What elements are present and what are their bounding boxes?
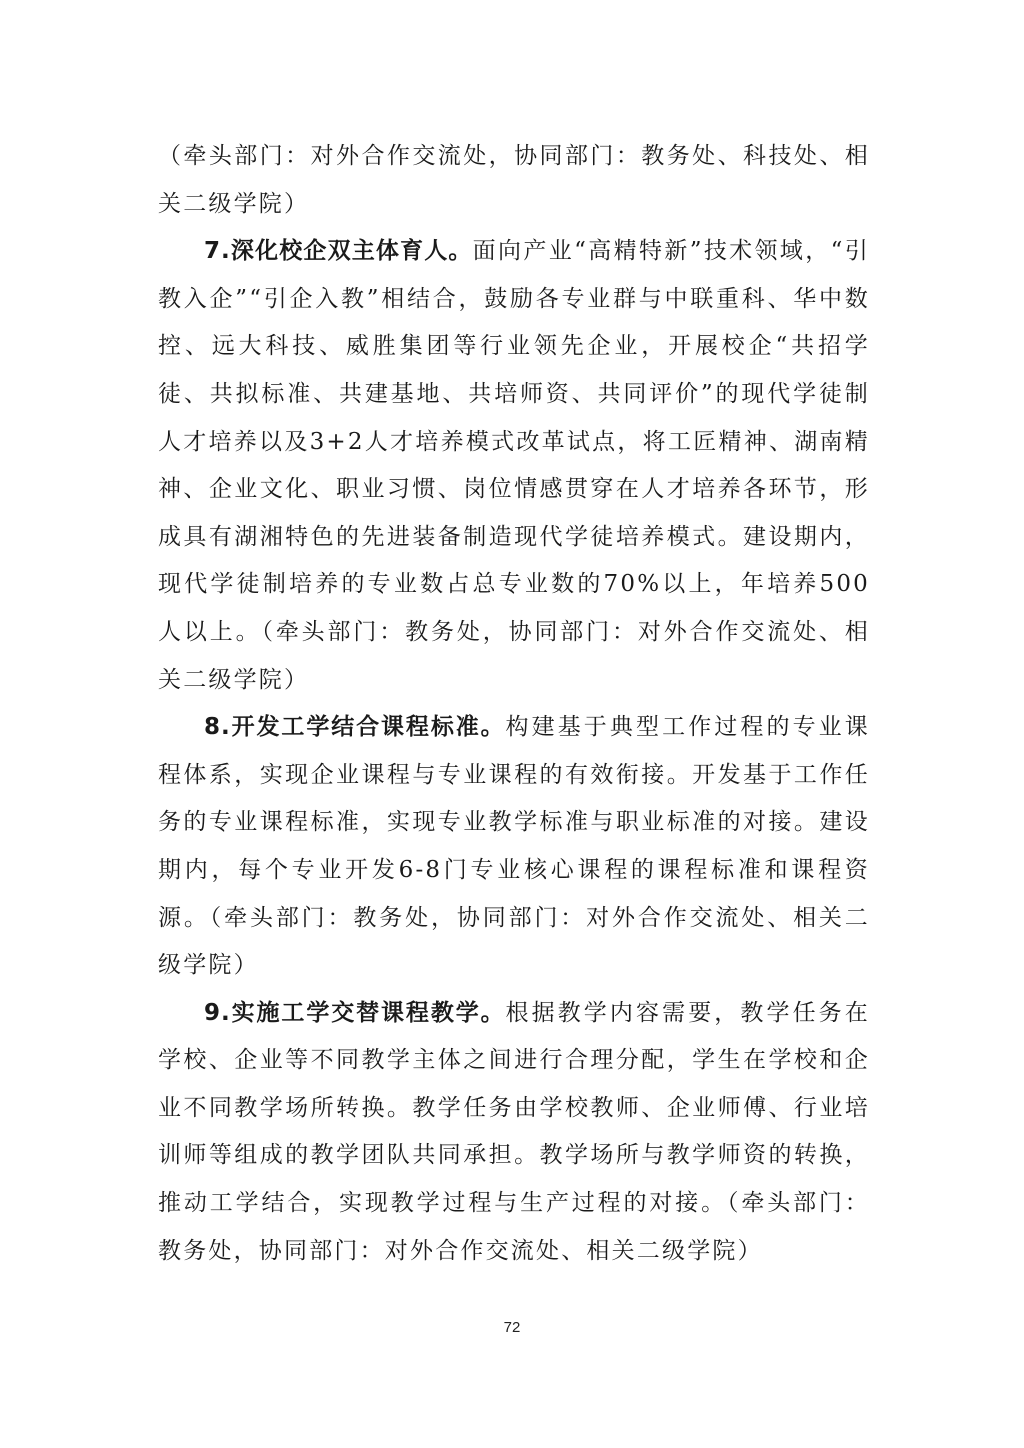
paragraph-heading: 7.深化校企双主体育人。 xyxy=(204,238,473,265)
paragraph-heading: 8.开发工学结合课程标准。 xyxy=(204,714,506,741)
paragraph-heading: 9.实施工学交替课程教学。 xyxy=(204,999,506,1026)
paragraph-body: （牵头部门：对外合作交流处，协同部门：教务处、科技处、相关二级学院） xyxy=(158,143,870,217)
paragraph-item-8 xyxy=(158,704,870,990)
paragraph-item-7 xyxy=(158,228,870,704)
paragraph-item-9 xyxy=(158,990,870,1276)
paragraph-body: 根据教学内容需要，教学任务在学校、企业等不同教学主体之间进行合理分配，学生在学校和企业不同教学场所转换。教学任务由学校教师、企业师傅、行业培训师等组成的教学团队共同承担。教学场所与教学师资的转换，推动工学结合，实现教学过程与生产过程的对接。（牵头部门：教务处，协同部门：对外合作交流处、相关二级学院） xyxy=(158,999,870,1264)
paragraph-body: 构建基于典型工作过程的专业课程体系，实现企业课程与专业课程的有效衔接。开发基于工作任务的专业课程标准，实现专业教学标准与职业标准的对接。建设期内，每个专业开发6-8门专业核心课程的课程标准和课程资源。（牵头部门：教务处，协同部门：对外合作交流处、相关二级学院） xyxy=(158,714,870,979)
paragraph-continuation xyxy=(158,133,870,228)
body-text xyxy=(158,133,870,1275)
paragraph-body: 面向产业“高精特新”技术领域，“引教入企”“引企入教”相结合，鼓励各专业群与中联重科、华中数控、远大科技、威胜集团等行业领先企业，开展校企“共招学徒、共拟标准、共建基地、共培师资、共同评价”的现代学徒制人才培养以及3+2人才培养模式改革试点，将工匠精神、湖南精神、企业文化、职业习惯、岗位情感贯穿在人才培养各环节，形成具有湖湘特色的先进装备制造现代学徒培养模式。建设期内，现代学徒制培养的专业数占总专业数的70%以上，年培养500人以上。（牵头部门：教务处，协同部门：对外合作交流处、相关二级学院） xyxy=(158,238,870,693)
page-number: 72 xyxy=(503,1319,521,1336)
